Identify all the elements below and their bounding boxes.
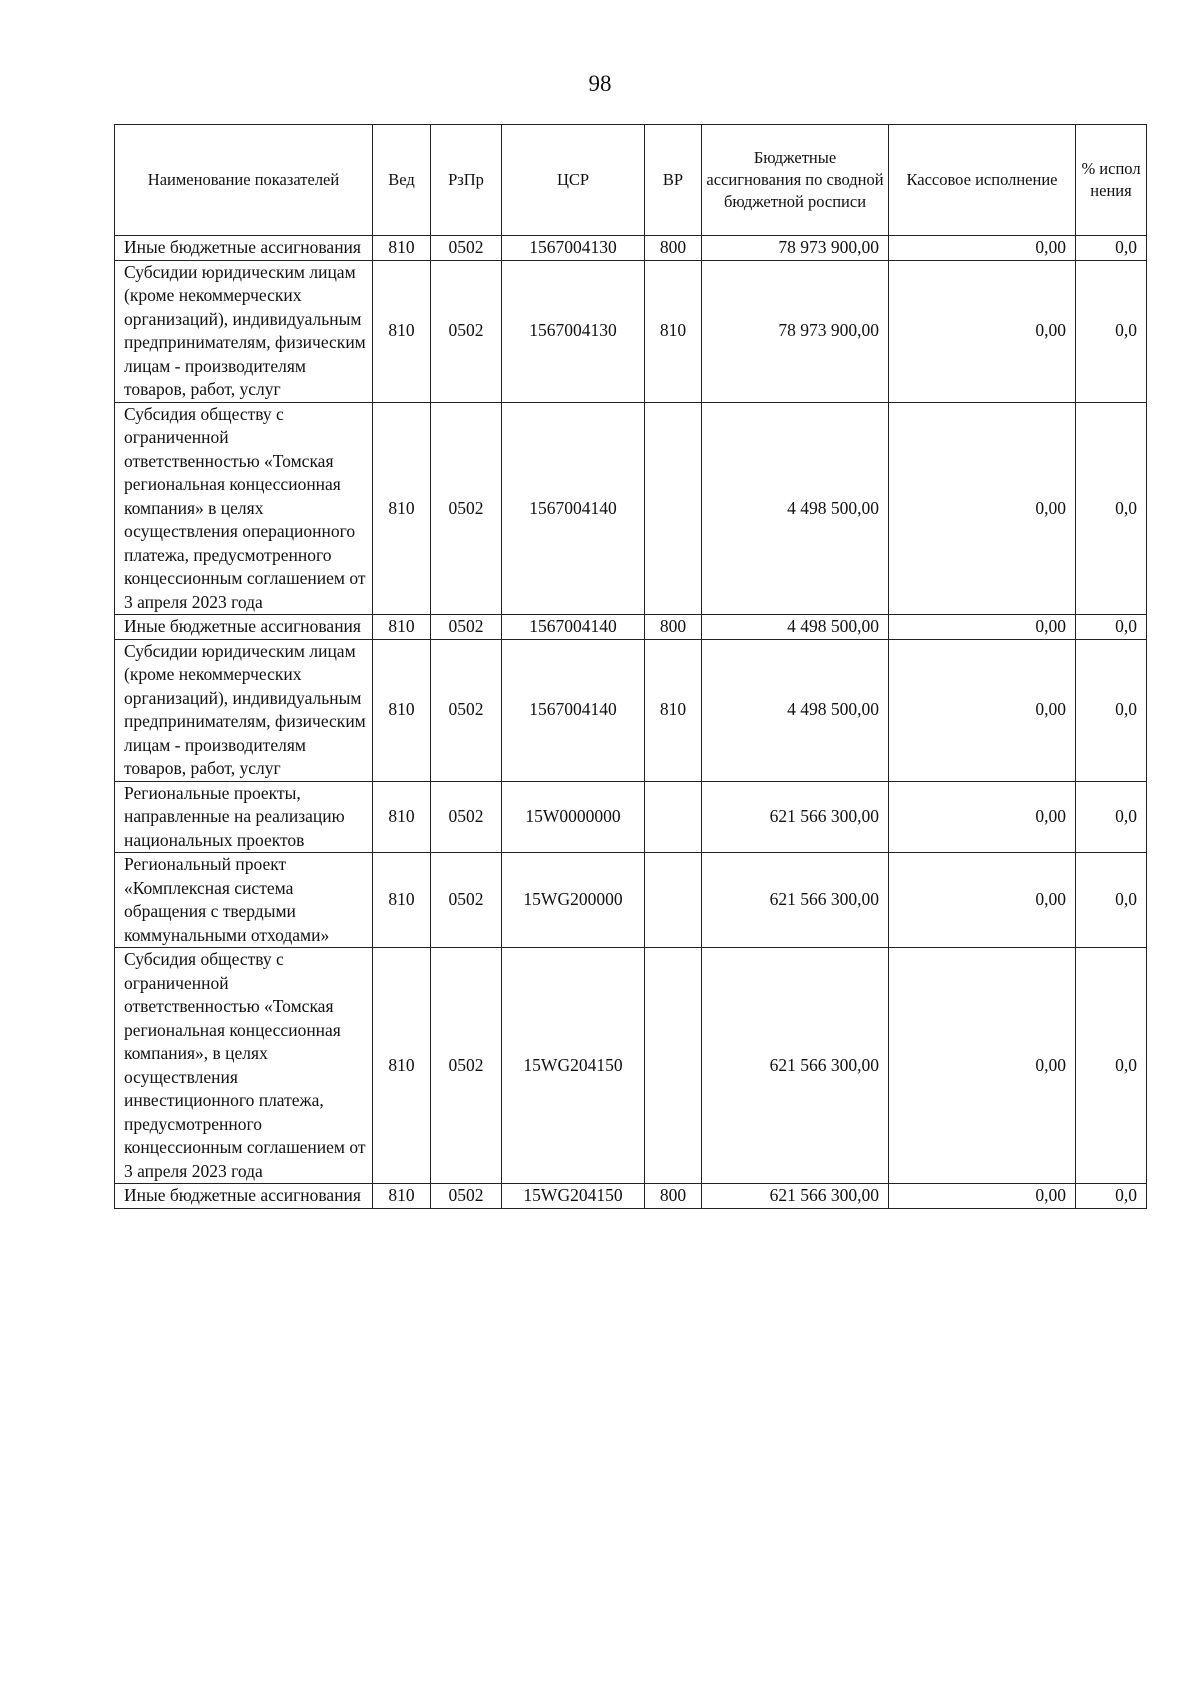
table-row <box>115 260 1147 402</box>
cell-percent: 0,0 <box>1076 402 1147 615</box>
cell-name: Региональный проект «Комплексная система обращения с твердыми коммунальными отходами» <box>115 853 373 948</box>
cell-rzpr: 0502 <box>431 781 502 853</box>
cell-cash: 0,00 <box>889 236 1076 261</box>
table-row <box>115 948 1147 1184</box>
cell-vr <box>645 402 702 615</box>
table-row <box>115 615 1147 640</box>
header-vr: ВР <box>645 125 702 236</box>
cell-percent: 0,0 <box>1076 853 1147 948</box>
cell-vr <box>645 781 702 853</box>
cell-ved: 810 <box>373 402 431 615</box>
cell-cash: 0,00 <box>889 615 1076 640</box>
cell-name: Иные бюджетные ассигнования <box>115 236 373 261</box>
cell-cash: 0,00 <box>889 260 1076 402</box>
cell-percent: 0,0 <box>1076 260 1147 402</box>
cell-percent: 0,0 <box>1076 948 1147 1184</box>
cell-rzpr: 0502 <box>431 853 502 948</box>
cell-csr: 1567004140 <box>502 402 645 615</box>
cell-ved: 810 <box>373 781 431 853</box>
table-row <box>115 781 1147 853</box>
cell-cash: 0,00 <box>889 402 1076 615</box>
cell-cash: 0,00 <box>889 1184 1076 1209</box>
cell-cash: 0,00 <box>889 853 1076 948</box>
page-number: 98 <box>588 71 612 96</box>
cell-name: Иные бюджетные ассигнования <box>115 615 373 640</box>
cell-rzpr: 0502 <box>431 948 502 1184</box>
cell-vr: 810 <box>645 260 702 402</box>
table-row <box>115 639 1147 781</box>
cell-rzpr: 0502 <box>431 236 502 261</box>
cell-csr: 15WG204150 <box>502 948 645 1184</box>
cell-rzpr: 0502 <box>431 639 502 781</box>
cell-rzpr: 0502 <box>431 402 502 615</box>
cell-vr <box>645 853 702 948</box>
cell-vr <box>645 948 702 1184</box>
cell-vr: 800 <box>645 236 702 261</box>
cell-assignments: 78 973 900,00 <box>702 236 889 261</box>
cell-rzpr: 0502 <box>431 615 502 640</box>
cell-rzpr: 0502 <box>431 260 502 402</box>
cell-vr: 810 <box>645 639 702 781</box>
cell-ved: 810 <box>373 853 431 948</box>
cell-csr: 1567004130 <box>502 236 645 261</box>
cell-name: Субсидия обществу с ограниченной ответственностью «Томская региональная концессионная компания» в целях осуществления операционного платежа, предусмотренного концессионным соглашением от 3 апреля 2023 года <box>115 402 373 615</box>
cell-vr: 800 <box>645 1184 702 1209</box>
cell-ved: 810 <box>373 260 431 402</box>
cell-assignments: 621 566 300,00 <box>702 781 889 853</box>
cell-ved: 810 <box>373 639 431 781</box>
table-row <box>115 1184 1147 1209</box>
cell-ved: 810 <box>373 948 431 1184</box>
cell-name: Региональные проекты, направленные на реализацию национальных проектов <box>115 781 373 853</box>
table-row <box>115 236 1147 261</box>
cell-name: Иные бюджетные ассигнования <box>115 1184 373 1209</box>
cell-name: Субсидия обществу с ограниченной ответственностью «Томская региональная концессионная компания», в целях осуществления инвестиционного платежа, предусмотренного концессионным соглашением от 3 апреля 2023 года <box>115 948 373 1184</box>
header-cash: Кассовое исполнение <box>889 125 1076 236</box>
cell-csr: 1567004130 <box>502 260 645 402</box>
header-csr: ЦСР <box>502 125 645 236</box>
header-rzpr: РзПр <box>431 125 502 236</box>
cell-assignments: 621 566 300,00 <box>702 853 889 948</box>
cell-name: Субсидии юридическим лицам (кроме некоммерческих организаций), индивидуальным предпринимателям, физическим лицам - производителям товаров, работ, услуг <box>115 639 373 781</box>
cell-assignments: 621 566 300,00 <box>702 1184 889 1209</box>
cell-assignments: 4 498 500,00 <box>702 402 889 615</box>
cell-rzpr: 0502 <box>431 1184 502 1209</box>
cell-ved: 810 <box>373 236 431 261</box>
table-header-row <box>115 125 1147 236</box>
cell-cash: 0,00 <box>889 781 1076 853</box>
cell-csr: 15W0000000 <box>502 781 645 853</box>
cell-percent: 0,0 <box>1076 236 1147 261</box>
budget-table <box>114 124 1147 1209</box>
cell-ved: 810 <box>373 615 431 640</box>
header-assignments: Бюджетные ассигнования по сводной бюджетной росписи <box>702 125 889 236</box>
header-ved: Вед <box>373 125 431 236</box>
cell-csr: 1567004140 <box>502 615 645 640</box>
header-name: Наименование показателей <box>115 125 373 236</box>
cell-percent: 0,0 <box>1076 781 1147 853</box>
table-row <box>115 853 1147 948</box>
header-percent: % испол нения <box>1076 125 1147 236</box>
cell-assignments: 4 498 500,00 <box>702 639 889 781</box>
cell-assignments: 4 498 500,00 <box>702 615 889 640</box>
cell-csr: 15WG204150 <box>502 1184 645 1209</box>
cell-assignments: 78 973 900,00 <box>702 260 889 402</box>
cell-vr: 800 <box>645 615 702 640</box>
cell-percent: 0,0 <box>1076 615 1147 640</box>
cell-ved: 810 <box>373 1184 431 1209</box>
cell-percent: 0,0 <box>1076 1184 1147 1209</box>
cell-csr: 1567004140 <box>502 639 645 781</box>
cell-name: Субсидии юридическим лицам (кроме некоммерческих организаций), индивидуальным предпринимателям, физическим лицам - производителям товаров, работ, услуг <box>115 260 373 402</box>
cell-cash: 0,00 <box>889 639 1076 781</box>
cell-csr: 15WG200000 <box>502 853 645 948</box>
cell-cash: 0,00 <box>889 948 1076 1184</box>
cell-assignments: 621 566 300,00 <box>702 948 889 1184</box>
cell-percent: 0,0 <box>1076 639 1147 781</box>
table-row <box>115 402 1147 615</box>
